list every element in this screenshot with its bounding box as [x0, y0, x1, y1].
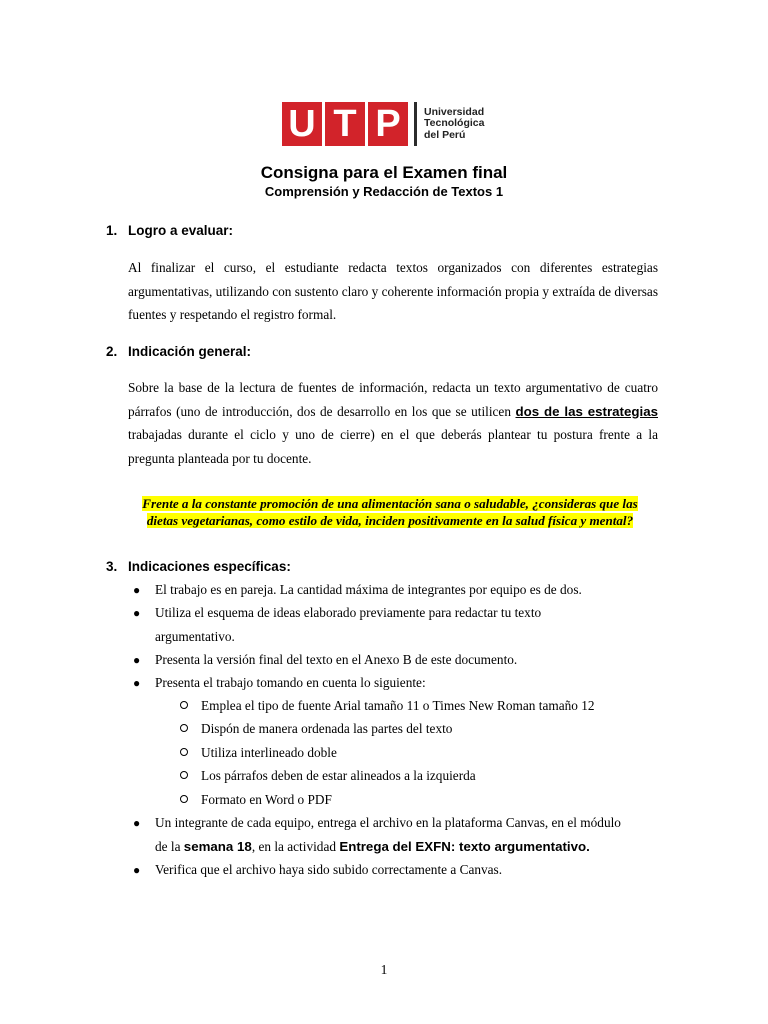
circle-bullet-icon: [180, 795, 188, 803]
sub-item-4: Los párrafos deben de estar alineados a la izquierda: [201, 768, 476, 783]
bullet-icon: ●: [133, 863, 141, 877]
section-3-heading: [106, 559, 291, 574]
list-item-2-line-2: argumentativo.: [155, 628, 235, 644]
list-item-5-line-2: [155, 835, 665, 859]
sub-item-3: Utiliza interlineado doble: [201, 745, 337, 760]
section-2-title: Indicación general:: [128, 344, 252, 359]
bullet-icon: ●: [133, 606, 141, 620]
list-item-6: Verifica que el archivo haya sido subido correctamente a Canvas.: [155, 862, 503, 877]
logo-wordmark: [424, 107, 484, 142]
circle-bullet-icon: [180, 771, 188, 779]
section-2-highlight: dos de las estrategias: [515, 403, 658, 419]
section-1-paragraph: Al finalizar el curso, el estudiante redacta textos organizados con diferentes estrategias argumentativas, utilizando con sustento claro y coherente información propia y extraída de diversas fuentes y respetando el registro formal.: [128, 260, 658, 322]
sub-item-1: Emplea el tipo de fuente Arial tamaño 11 o Times New Roman tamaño 12: [201, 698, 595, 713]
list-item-5-pre: de la: [155, 838, 184, 854]
section-3-title: Indicaciones específicas:: [128, 559, 291, 574]
page-number: 1: [380, 962, 388, 977]
sub-item-5: Formato en Word o PDF: [201, 792, 332, 807]
week-label: semana 18: [183, 838, 252, 854]
list-item-4: Presenta el trabajo tomando en cuenta lo siguiente:: [155, 675, 426, 690]
utp-logo: [282, 102, 484, 146]
logo-line-1: Universidad: [424, 105, 485, 118]
section-3-number: 3.: [106, 559, 118, 574]
list-item-5: [155, 811, 665, 858]
sub-item-2: Dispón de manera ordenada las partes del texto: [201, 721, 453, 736]
section-1-heading: [106, 223, 233, 238]
logo-divider: [414, 102, 417, 146]
bullet-icon: ●: [133, 816, 141, 830]
section-1-number: 1.: [106, 223, 118, 238]
bullet-icon: ●: [133, 653, 141, 667]
bullet-icon: ●: [133, 676, 141, 690]
section-2-number: 2.: [106, 344, 118, 359]
section-1-title: Logro a evaluar:: [128, 223, 234, 238]
document-title: Consigna para el Examen final: [260, 163, 508, 182]
list-item-2-line-1: Utiliza el esquema de ideas elaborado previamente para redactar tu texto: [155, 605, 542, 620]
logo-line-3: del Perú: [424, 128, 466, 141]
logo-line-2: Tecnológica: [424, 117, 485, 130]
list-item-5-line-1: Un integrante de cada equipo, entrega el archivo en la plataforma Canvas, en el módulo: [155, 815, 621, 830]
logo-letter-t: T: [325, 102, 365, 146]
exam-question: [120, 495, 660, 529]
section-2-paragraph: [128, 376, 658, 470]
logo-letter-u: U: [282, 102, 322, 146]
circle-bullet-icon: [180, 724, 188, 732]
list-item-1: El trabajo es en pareja. La cantidad máxima de integrantes por equipo es de dos.: [155, 582, 582, 597]
list-item-3: Presenta la versión final del texto en el Anexo B de este documento.: [155, 652, 518, 667]
list-item-2: [155, 601, 665, 648]
exam-question-line-2: dietas vegetarianas, como estilo de vida, inciden positivamente en la salud física y mental?: [146, 513, 634, 528]
activity-label: Entrega del EXFN: texto argumentativo.: [339, 838, 590, 854]
utp-logo-mark: [282, 102, 408, 146]
bullet-icon: ●: [133, 583, 141, 597]
circle-bullet-icon: [180, 701, 188, 709]
logo-letter-p: P: [368, 102, 408, 146]
section-2-text-before: Sobre la base de la lectura de fuentes de información, redacta un texto argumentativo de cuatro párrafos (uno de introducción, dos de desarrollo en los que se utilicen: [128, 380, 658, 419]
circle-bullet-icon: [180, 748, 188, 756]
section-2-heading: [106, 344, 251, 359]
exam-question-line-1: Frente a la constante promoción de una alimentación sana o saludable, ¿consideras que las: [142, 496, 638, 511]
list-item-5-mid: , en la actividad: [251, 838, 340, 854]
section-2-text-after: trabajadas durante el ciclo y uno de cierre) en el que deberás plantear tu postura frente a la pregunta planteada por tu docente.: [128, 427, 658, 466]
document-subtitle: Comprensión y Redacción de Textos 1: [264, 184, 504, 199]
